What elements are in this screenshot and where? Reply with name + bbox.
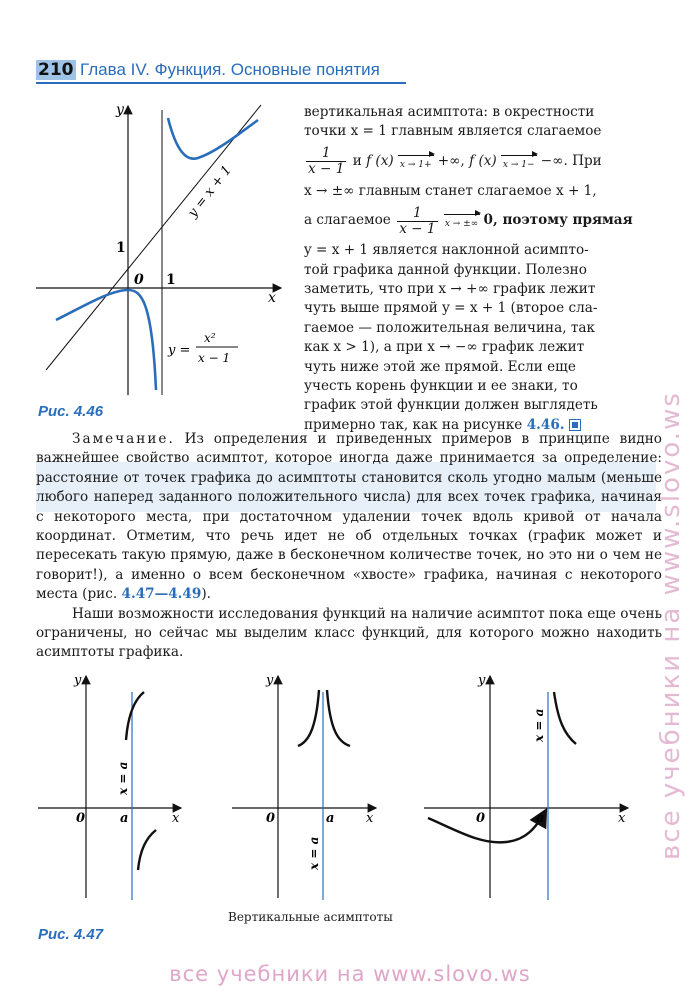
tick-one-y: 1 [116,240,126,256]
panel-1 [38,673,181,900]
text-line: учесть корень функции и ее знаки, то [304,377,578,394]
figure-4-47 [36,670,656,910]
figure-ref[interactable]: 4.47—4.49 [121,586,202,603]
func-label-den: x − 1 [198,351,231,365]
svg-text:y: y [478,673,486,688]
figure-caption-4-47: Рис. 4.47 [38,926,104,943]
figure-ref[interactable]: 4.46. [526,416,565,433]
text-line: точки x = 1 главным является слагаемое [304,123,602,140]
text-line: той графика данной функции. Полезно [304,261,587,278]
limit-arrow: x → 1− [501,149,537,175]
tick-one-x: 1 [166,272,176,288]
text-line: график этой функции должен выглядеть [304,397,598,414]
svg-text:x = a: x = a [532,708,546,742]
svg-text:x = a: x = a [116,761,130,795]
svg-text:a: a [536,811,545,826]
curve-left-branch [56,290,156,390]
text-line: x → ±∞ главным станет слагаемое x + 1, [304,182,597,199]
func-label-num: x² [204,331,216,345]
chapter-title: Глава IV. Функция. Основные понятия [80,60,380,79]
origin-label: 0 [134,272,144,288]
text-line: как x > 1), а при x → −∞ график лежит [304,339,585,356]
svg-text:a: a [120,811,129,826]
svg-text:a: a [326,811,335,826]
remark-title: Замечание. [72,431,175,447]
remark-paragraph: Замечание. Из определения и приведенных примеров в принципе видно важнейшее свойство асимптот, которое иногда даже принимается за определение: расстояние от точек графика до асимптоты становится сколь угодно малым (меньше любого наперед заданного положительного числа) для всех точек графика, начиная с некоторого места, при достаточном удалении точек вдоль кривой от начала координат. Отметим, что речь идет не об отдельных точках (график может и пересекать такую прямую, даже в бесконечном количестве точек, но это ни о чем не говорит!), а именно о всем бесконечном «хвосте» графика, начиная с некоторого места (рис. 4.47—4.49). [36,431,662,603]
svg-text:0: 0 [266,811,276,826]
text-line: y = x + 1 является наклонной асимпто- [304,242,589,259]
figure-subcaption: Вертикальные асимптоты [228,910,393,924]
fraction: $\frac{1}{x - 1}$ [308,145,345,178]
svg-text:x: x [172,811,180,826]
svg-text:0: 0 [76,811,86,826]
y-axis-label: y [116,102,124,118]
page-header [36,58,406,84]
text-line-limits: $\frac{1}{x - 1}$ и f (x) x → 1+ +∞, f (x) x → 1− −∞. При [308,145,602,178]
figure-4-46 [36,100,286,400]
svg-text:x: x [366,811,374,826]
text-line: заметить, что при x → +∞ график лежит [304,280,596,297]
side-watermark: все учебники на www.slovo.ws [656,391,686,860]
svg-text:x = a: x = a [307,836,321,870]
fraction: $\frac{1}{x - 1}$ [399,204,436,237]
svg-text:y: y [74,673,82,688]
text-line-limit-zero: а слагаемое $\frac{1}{x - 1}$ x → ±∞ 0, поэтому прямая [304,204,633,237]
x-axis-label: x [268,290,276,306]
right-column-text [304,103,642,435]
curve-right-branch [168,118,258,159]
svg-text:x: x [618,811,626,826]
limit-arrow: x → 1+ [398,149,434,175]
func-label-lhs: y = [168,343,191,358]
limit-arrow: x → ±∞ [444,208,480,234]
text-line: вертикальная асимптота: в окрестности [304,104,595,120]
paragraph: Наши возможности исследования функций на наличие асимптот пока еще очень ограничены, но сейчас мы выделим класс функций, для которого можно находить асимптоты графика. [36,605,662,661]
text-line: гаемое — положительная величина, так [304,319,595,336]
text-line: примерно так, как на рисунке 4.46. [304,416,642,435]
panel-2 [232,673,376,900]
text-line: чуть ниже этой же прямой. Если еще [304,358,576,375]
svg-text:0: 0 [476,811,486,826]
line-label: y = x + 1 [185,162,235,221]
page-number: 210 [38,60,74,80]
svg-text:y: y [266,673,274,688]
bottom-watermark: все учебники на www.slovo.ws [169,962,531,986]
text-line: чуть выше прямой y = x + 1 (второе сла- [304,300,598,317]
panel-3 [424,673,628,900]
body-text [36,430,662,663]
figure-caption-4-46: Рис. 4.46 [38,403,104,420]
oblique-asymptote [46,105,261,370]
